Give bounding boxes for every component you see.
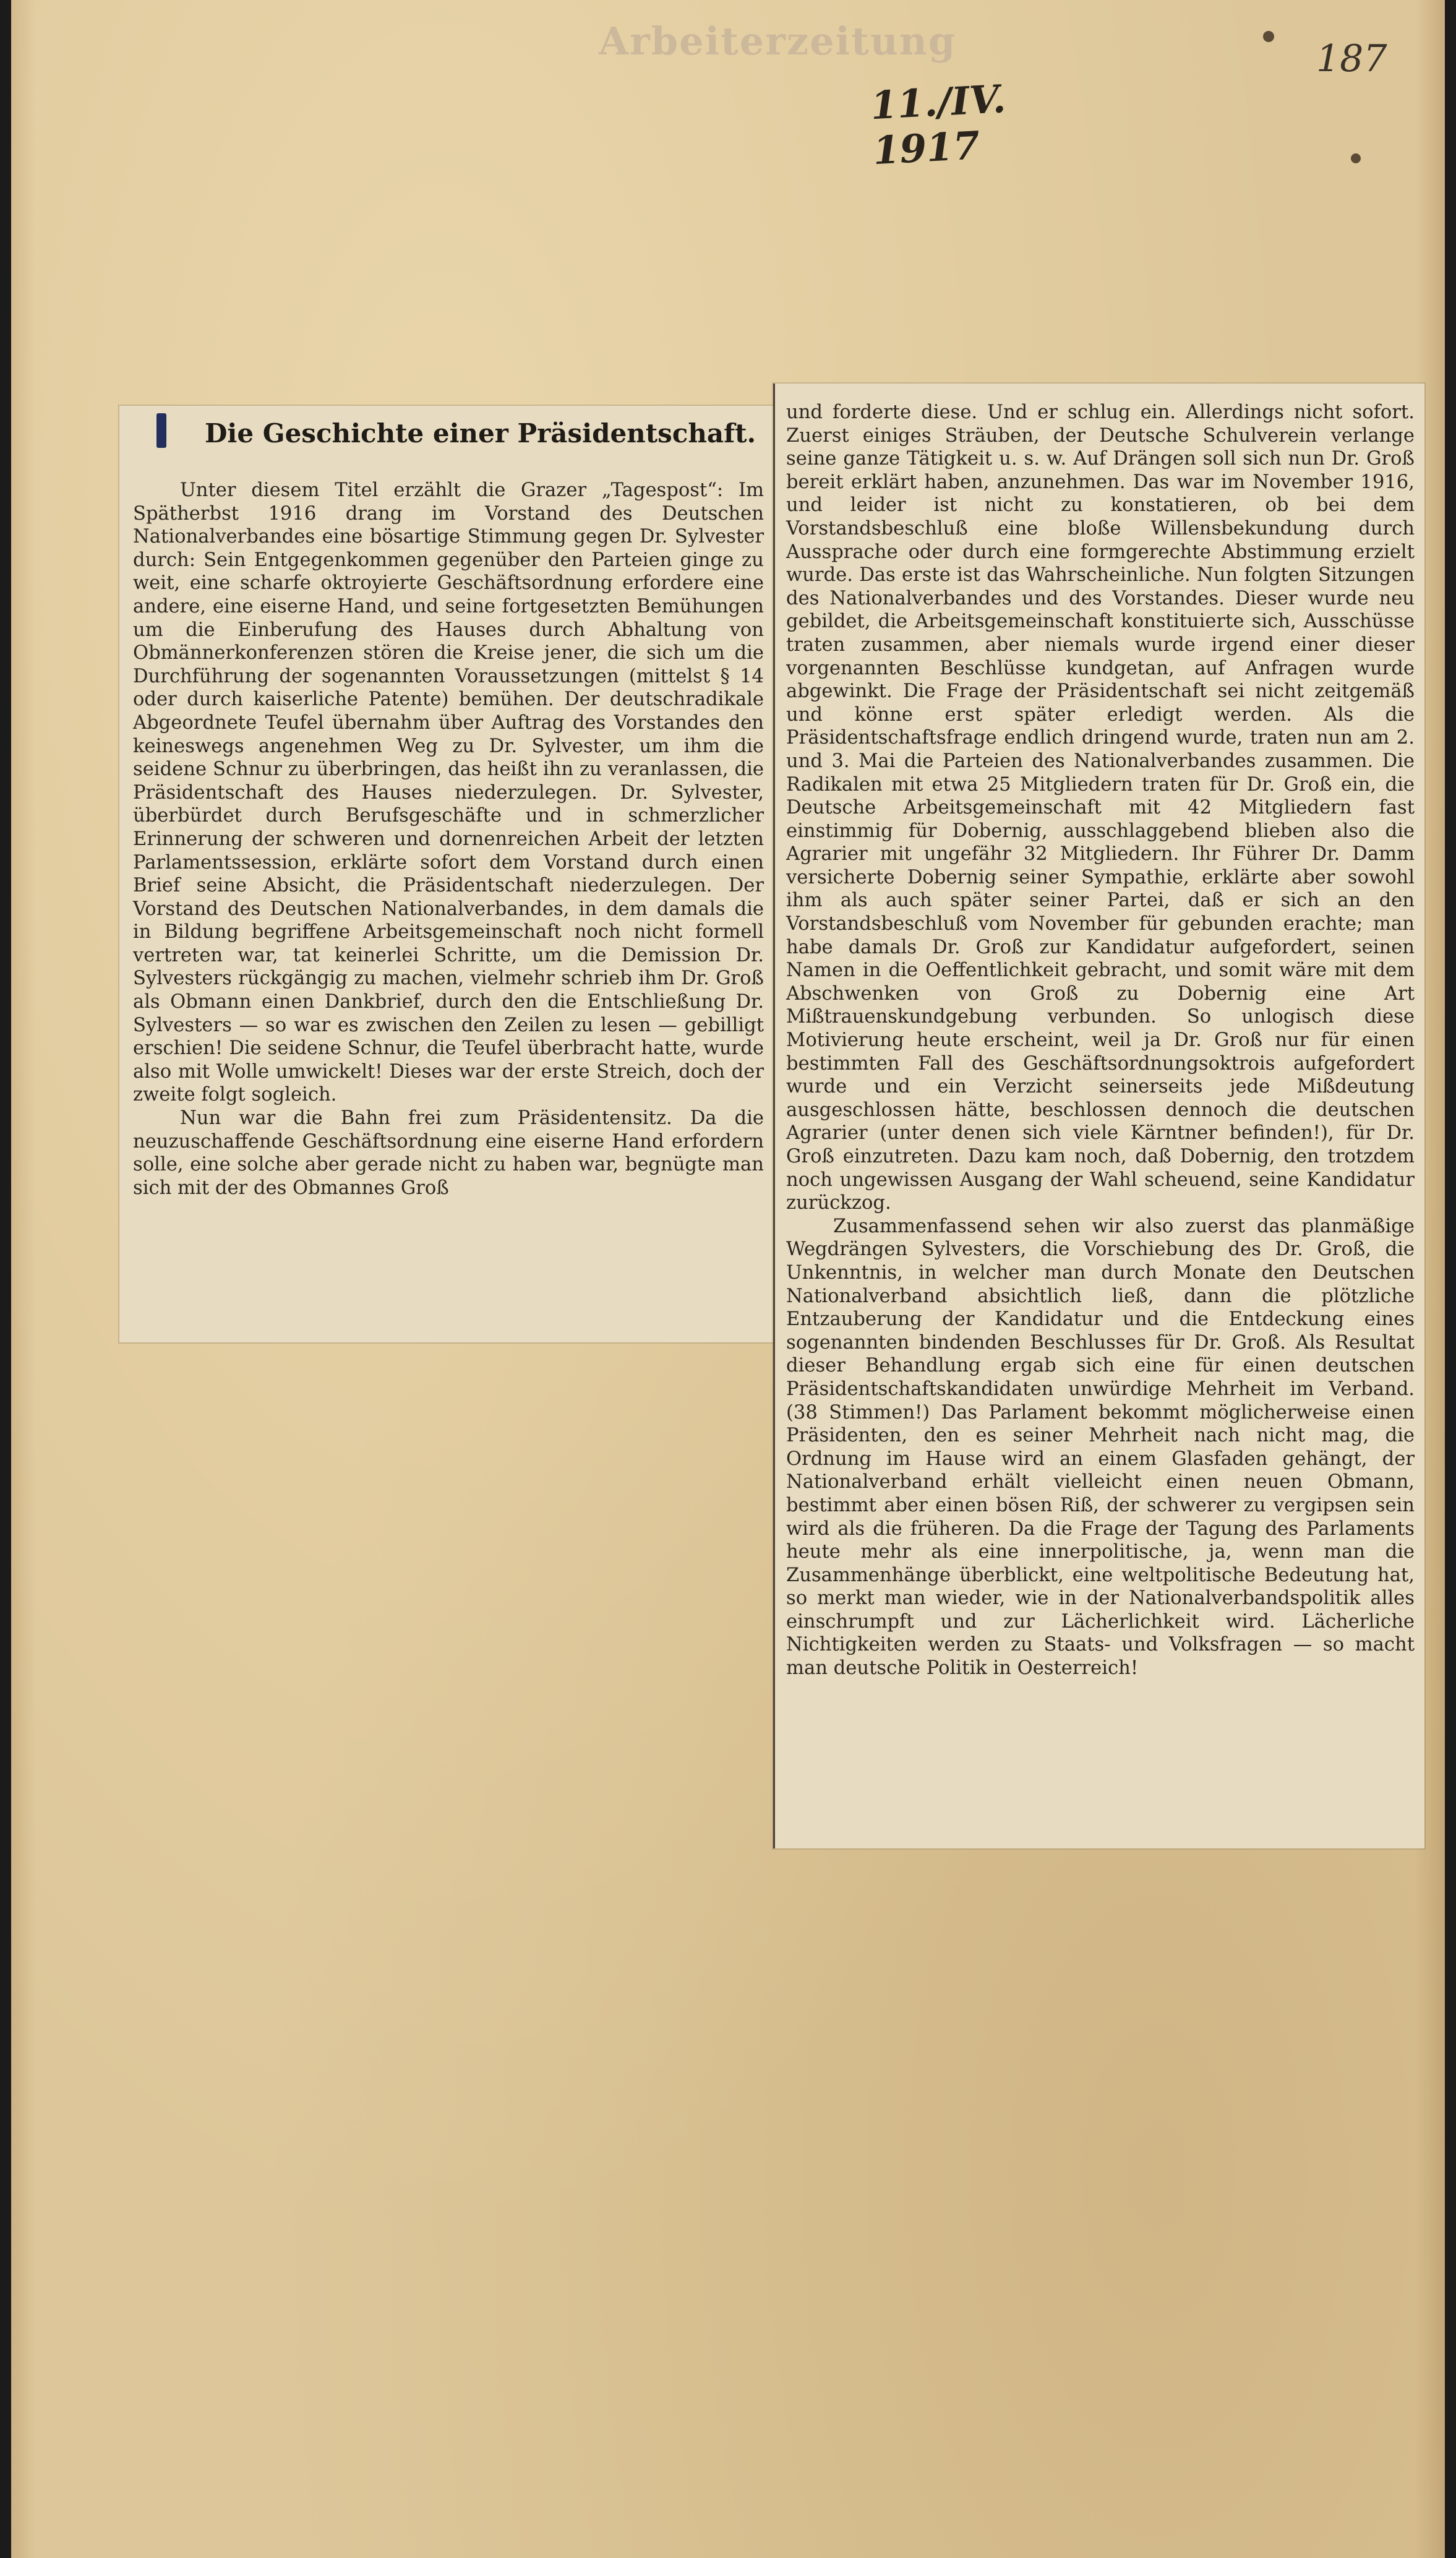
paragraph: Unter diesem Titel erzählt die Grazer „Tagespost“: Im Spätherbst 1916 drang im Vorstand des Deutschen Nationalverbandes eine bösartige Stimmung gegen Dr. Sylvester durch: Sein Entgegenkommen gegenüber den Parteien ginge zu weit, eine scharfe oktroyierte Geschäftsordnung erfordere eine andere, eine eiserne Hand, und seine fortgesetzten Bemühungen um die Einberufung des Hauses durch Abhaltung von Obmännerkonferenzen stören die Kreise jener, die sich um die Durchführung der sogenannten Voraussetzungen (mittelst § 14 oder durch kaiserliche Patente) bemühen. Der deutschradikale Abgeordnete Teufel übernahm über Auftrag des Vorstandes den keineswegs angenehmen Weg zu Dr. Sylvester, um ihm die seidene Schnur zu überbringen, das heißt ihn zu veranlassen, die Präsidentschaft des Hauses niederzulegen. Dr. Sylvester, überbürdet durch Berufsgeschäfte und in schmerzlicher Erinnerung der schweren und dornenreichen Arbeit der letzten Parlamentssession, erklärte sofort dem Vorstand durch einen Brief seine Absicht, die Präsidentschaft niederzulegen. Der Vorstand des Deutschen Nationalverbandes, in dem damals die in Bildung begriffene Arbeitsgemeinschaft noch nicht formell vertreten war, tat keinerlei Schritte, um die Demission Dr. Sylvesters rückgängig zu machen, vielmehr schrieb ihm Dr. Groß als Obmann einen Dankbrief, durch den die Entschließung Dr. Sylvesters — so war es zwischen den Zeilen zu lesen — gebilligt erschien! Die seidene Schnur, die Teufel überbracht hatte, wurde also mit Wolle umwickelt! Dieses war der erste Streich, doch der zweite folgt sogleich. xyxy=(133,479,764,1106)
left-column-text xyxy=(133,479,764,1200)
archive-sheet xyxy=(11,0,1445,2558)
blue-pencil-mark xyxy=(156,413,166,448)
punch-hole-right xyxy=(1351,153,1361,163)
clipping-left-column xyxy=(119,406,777,1342)
paragraph: Nun war die Bahn frei zum Präsidentensitz. Da die neuzuschaffende Geschäftsordnung eine eiserne Hand erfordern solle, eine solche aber gerade nicht zu haben war, begnügte man sich mit der des Obmannes Groß xyxy=(133,1107,764,1199)
folio-number: 187 xyxy=(1316,37,1387,80)
handwritten-date: 11./IV. 1917 xyxy=(869,76,1007,174)
right-column-text xyxy=(786,401,1415,1680)
clipping-right-column xyxy=(773,384,1424,1848)
paragraph: Zusammenfassend sehen wir also zuerst das planmäßige Wegdrängen Sylvesters, die Vorschiebung des Dr. Groß, die Unkenntnis, in welcher man durch Monate den Deutschen Nationalverband absichtlich ließ, dann die plötzliche Entzauberung der Kandidatur und die Entdeckung eines sogenannten bindenden Beschlusses für Dr. Groß. Als Resultat dieser Behandlung ergab sich eine für einen deutschen Präsidentschaftskandidaten unwürdige Mehrheit im Verband. (38 Stimmen!) Das Parlament bekommt möglicherweise einen Präsidenten, den es seiner Mehrheit nach nicht mag, die Ordnung im Hause wird an einem Glasfaden gehängt, der Nationalverband erhält vielleicht einen neuen Obmann, bestimmt aber einen bösen Riß, der schwerer zu vergipsen sein wird als die früheren. Da die Frage der Tagung des Parlaments heute mehr als eine innerpolitische, ja, wenn man die Zusammenhänge überblickt, eine weltpolitische Bedeutung hat, so merkt man wieder, wie in der Nationalverbandspolitik alles einschrumpft und zur Lächerlichkeit wird. Lächerliche Nichtigkeiten werden zu Staats- und Volksfragen — so macht man deutsche Politik in Oesterreich! xyxy=(786,1215,1415,1680)
article-headline: Die Geschichte einer Präsidentschaft. xyxy=(205,418,756,449)
punch-hole-top xyxy=(1263,31,1274,42)
newspaper-stamp: Arbeiterzeitung xyxy=(599,19,957,64)
paragraph: und forderte diese. Und er schlug ein. Allerdings nicht sofort. Zuerst einiges Sträuben, der Deutsche Schulverein verlange seine ganze Tätigkeit u. s. w. Auf Drängen soll sich nun Dr. Groß bereit erklärt haben, anzunehmen. Das war im November 1916, und leider ist nicht zu konstatieren, ob bei dem Vorstandsbeschluß eine bloße Willensbekundung durch Aussprache oder durch eine formgerechte Abstimmung erzielt wurde. Das erste ist das Wahrscheinliche. Nun folgten Sitzungen des Nationalverbandes und des Vorstandes. Dieser wurde neu gebildet, die Arbeitsgemeinschaft konstituierte sich, Ausschüsse traten zusammen, aber niemals wurde irgend einer dieser vorgenannten Beschlüsse kundgetan, auf Anfragen wurde abgewinkt. Die Frage der Präsidentschaft sei nicht zeitgemäß und könne erst später erledigt werden. Als die Präsidentschaftsfrage endlich dringend wurde, traten nun am 2. und 3. Mai die Parteien des Nationalverbandes zusammen. Die Radikalen mit etwa 25 Mitgliedern traten für Dr. Groß ein, die Deutsche Arbeitsgemeinschaft mit 42 Mitgliedern fast einstimmig für Dobernig, ausschlaggebend blieben also die Agrarier mit ungefähr 32 Mitgliedern. Ihr Führer Dr. Damm versicherte Dobernig seiner Sympathie, erklärte aber sowohl ihm als auch später seiner Partei, daß er sich an den Vorstandsbeschluß vom November für gebunden erachte; man habe damals Dr. Groß zur Kandidatur aufgefordert, seinen Namen in die Oeffentlichkeit gebracht, und somit wäre mit dem Abschwenken von Groß zu Dobernig eine Art Mißtrauenskundgebung verbunden. So unlogisch diese Motivierung heute erscheint, weil ja Dr. Groß nur für einen bestimmten Fall des Geschäftsordnungsoktrois aufgefordert wurde und ein Verzicht seinerseits jede Mißdeutung ausgeschlossen hätte, beschlossen dennoch die deutschen Agrarier (unter denen sich viele Kärntner befinden!), für Dr. Groß einzutreten. Dazu kam noch, daß Dobernig, den trotzdem noch ungewissen Ausgang der Wahl scheuend, seine Kandidatur zurückzog. xyxy=(786,401,1415,1214)
